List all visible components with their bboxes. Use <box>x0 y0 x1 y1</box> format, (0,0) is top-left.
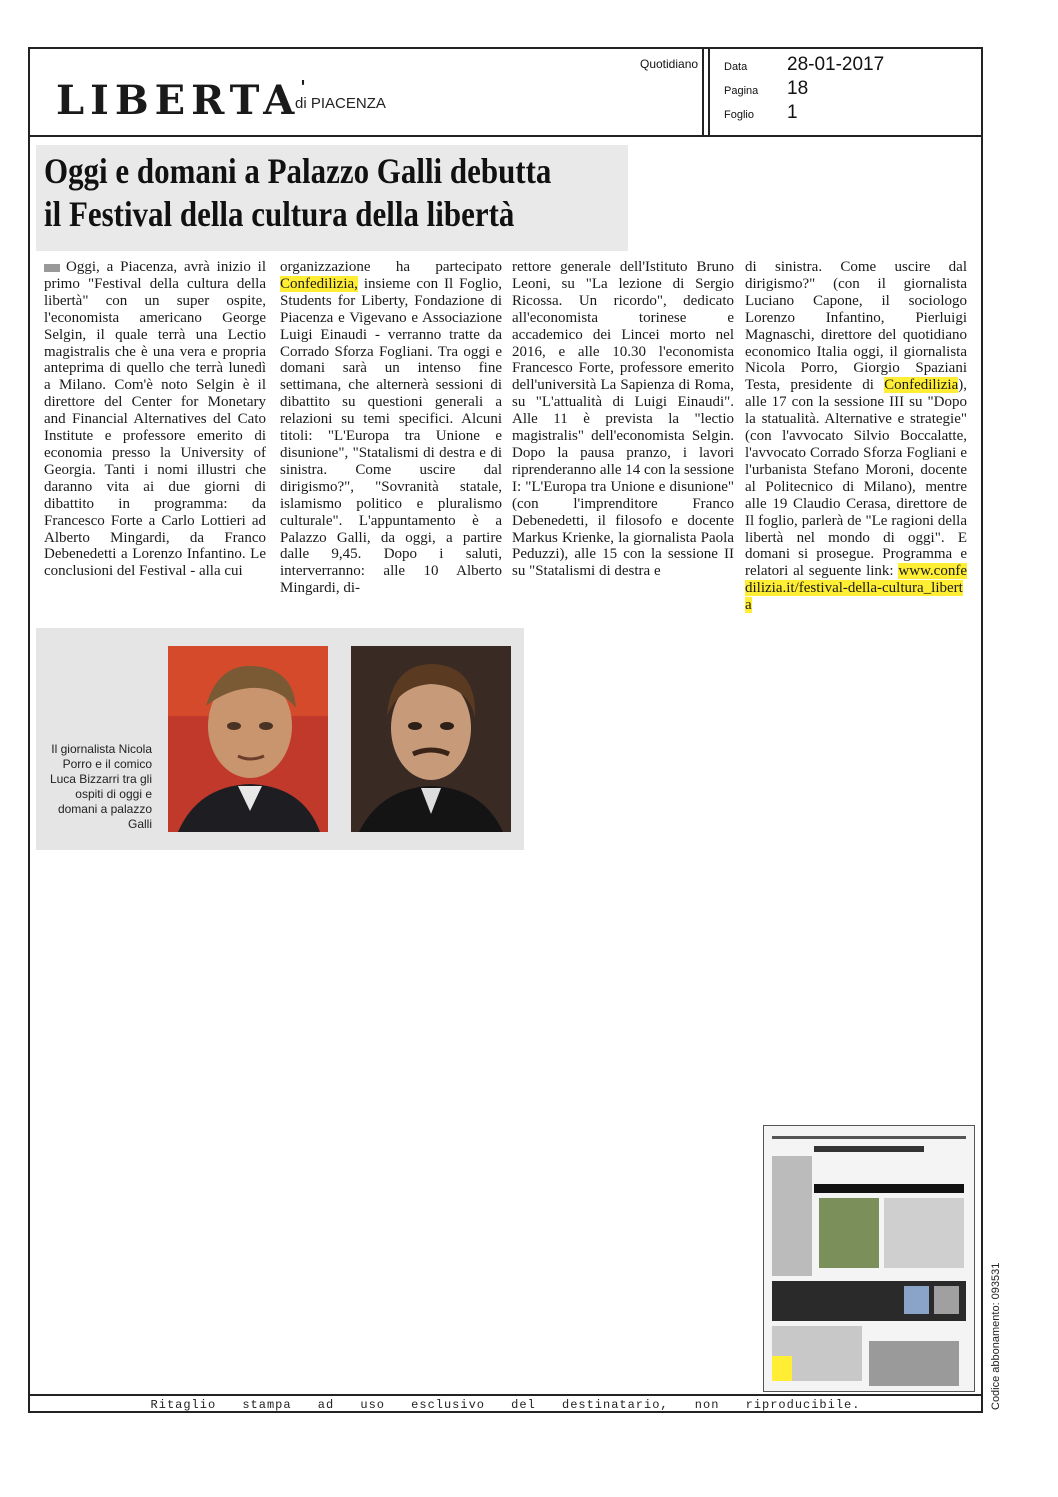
portrait-photo-porro <box>168 646 328 832</box>
page-thumbnail[interactable] <box>763 1125 975 1392</box>
article-column-1 <box>44 259 266 580</box>
page-label: Pagina <box>724 85 759 97</box>
highlight-confedilizia-2: Confedilizia <box>884 377 959 394</box>
photo-caption: Il giornalista Nicola Porro e il comico Luca Bizzarri tra gli ospiti di oggi e domani a palazzo Galli <box>49 742 152 831</box>
highlight-confedilizia: Confedilizia, <box>280 275 358 292</box>
festival-link[interactable]: www.confedilizia.it/festival-della-cultura_liberta <box>745 563 967 614</box>
masthead-suffix: di PIACENZA <box>295 95 386 112</box>
sheet-value: 1 <box>787 102 798 123</box>
section-marker-icon <box>44 264 60 272</box>
publication-type: Quotidiano <box>640 57 699 71</box>
masthead-logo: LIBERTA' <box>56 77 312 124</box>
article-column-3 <box>512 259 734 580</box>
column-1-text: Oggi, a Piacenza, avrà inizio il primo "Festival della cultura della libertà" con un super ospite, l'economista americano George Selgin, il quale terrà una Lectio magistralis che è una vera e propria anteprima di quello che terrà lunedì a Milano. Com'è noto Selgin è il direttore del Center for Monetary and Financial Alternatives del Cato Institute e professore emerito di economia presso la University of Georgia. Tanti i nomi illustri che daranno vita ai due giorni di dibattito in programma: da Francesco Forte a Carlo Lottieri ad Alberto Mingardi, da Franco Debenedetti a Lorenzo Infantino. Le conclusioni del Festival - alla cui <box>44 259 266 580</box>
portrait-photo-bizzarri <box>351 646 511 832</box>
headline-line-2: il Festival della cultura della libertà <box>44 194 515 234</box>
sheet-label: Foglio <box>724 109 754 121</box>
meta-box <box>708 49 983 135</box>
page-value: 18 <box>787 78 809 99</box>
header-row <box>30 49 981 137</box>
headline-line-1: Oggi e domani a Palazzo Galli debutta <box>44 151 552 191</box>
clipping-sheet <box>28 47 983 1413</box>
column-3-text: rettore generale dell'Istituto Bruno Leoni, su "La lezione di Sergio Ricossa. Un ricordo", dedicato all'economista torinese e accademico dei Lincei morto nel 2016, e alle 10.30 l'economista Francesco Forte, professore emerito dell'università La Sapienza di Roma, su "L'attualità di Luigi Einaudi". Alle 11 è prevista la "lectio magistralis" dell'economista Selgin. Dopo la pausa pranzo, i lavori riprenderanno alle 14 con la sessione I: "L'Europa tra Unione e disunione" (con l'imprenditore Franco Debenedetti, il filosofo e docente Markus Krienke, la giornalista Paola Peduzzi), alle 15 con la sessione II su "Statalismi di destra e <box>512 259 735 580</box>
column-4-text-b: ), alle 17 con la sessione III su "Dopo la statualità. Alternative e strategie" (con l'avvocato Silvio Boccalatte, l'avvocato Corrado Sforza Fogliani e l'urbanista Stefano Moroni, docente al Politecnico di Milano), mentre alle 19 Claudio Cerasa, direttore de Il foglio, parlerà de "Le ragioni della libertà nel mondo di oggi". E domani si prosegue. Programma e relatori al seguente link: <box>745 377 967 580</box>
date-label: Data <box>724 61 748 73</box>
article-column-2 <box>280 259 502 597</box>
photo-box <box>36 628 524 850</box>
article-column-4 <box>745 259 967 614</box>
subscription-code: Codice abbonamento: 093531 <box>990 1262 1002 1410</box>
column-2-text-a: organizzazione ha partecipato <box>280 259 502 275</box>
footer-notice: Ritaglio stampa ad uso esclusivo del destinatario, non riproducibile. <box>150 1398 861 1412</box>
article-headline <box>44 150 551 236</box>
footer-divider <box>30 1394 981 1396</box>
date-value: 28-01-2017 <box>787 54 885 75</box>
column-4-text-a: di sinistra. Come uscire dal dirigismo?" (con il giornalista Luciano Capone, il sociologo Lorenzo Infantino, Pierluigi Magnaschi, direttore del quotidiano economico Italia oggi, il giornalista Nicola Porro, Giorgio Spaziani Testa, presidente di <box>745 259 967 394</box>
column-2-text-b: insieme con Il Foglio, Students for Liberty, Fondazione di Piacenza e Vigevano e Associazione Luigi Einaudi - verranno tratte da Corrado Sforza Fogliani. Tra oggi e domani sarà un intenso fine settimana, che alternerà sessioni di dibattito su questioni generali a relazioni su temi specifici. Alcuni titoli: "L'Europa tra Unione e disunione", "Statalismi di destra e di sinistra. Come uscire dal dirigismo?", "Sovranità statale, islamismo politico e pluralismo culturale". L'appuntamento è a Palazzo Galli, da oggi, a partire dalle 9,45. Dopo i saluti, interverranno: alle 10 Alberto Mingardi, di- <box>280 275 502 597</box>
